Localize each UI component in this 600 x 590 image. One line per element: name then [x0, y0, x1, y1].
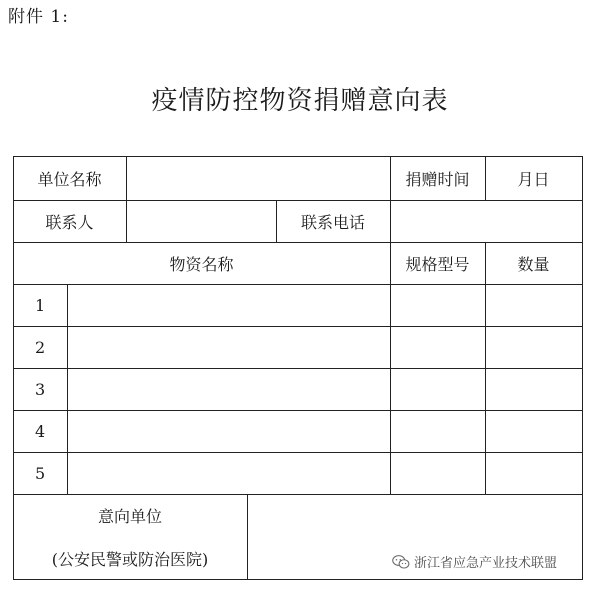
quantity-field[interactable] — [485, 326, 582, 368]
phone-label: 联系电话 — [300, 212, 365, 232]
spec-field[interactable] — [390, 452, 485, 494]
row-number: 4 — [35, 421, 46, 441]
material-name-field[interactable] — [67, 452, 390, 494]
donation-form-table — [13, 156, 583, 580]
material-name-field[interactable] — [67, 326, 390, 368]
row-number: 1 — [35, 295, 46, 315]
table-border-bottom — [13, 579, 583, 580]
page-title: 疫情防控物资捐赠意向表 — [151, 86, 449, 116]
spec-header: 规格型号 — [405, 254, 470, 274]
spec-field[interactable] — [390, 410, 485, 452]
spec-field[interactable] — [390, 368, 485, 410]
spec-field[interactable] — [390, 326, 485, 368]
phone-field[interactable] — [390, 200, 582, 242]
row-number: 3 — [35, 379, 46, 399]
contact-field[interactable] — [126, 200, 276, 242]
donation-time-label: 捐赠时间 — [405, 169, 470, 189]
watermark-text: 浙江省应急产业技术联盟 — [414, 556, 558, 571]
material-name-field[interactable] — [67, 368, 390, 410]
unit-name-field[interactable] — [126, 156, 390, 200]
material-name-field[interactable] — [67, 284, 390, 326]
contact-label: 联系人 — [45, 212, 94, 232]
quantity-field[interactable] — [485, 368, 582, 410]
intent-unit-note: (公安民警或防治医院) — [51, 549, 209, 569]
spec-field[interactable] — [390, 284, 485, 326]
row-number: 5 — [35, 463, 46, 483]
watermark — [392, 552, 557, 571]
quantity-field[interactable] — [485, 452, 582, 494]
unit-name-label: 单位名称 — [37, 169, 102, 189]
row-number: 2 — [35, 337, 46, 357]
quantity-header: 数量 — [517, 254, 550, 274]
intent-unit-title: 意向单位 — [97, 506, 162, 526]
wechat-icon — [392, 554, 410, 570]
intent-unit-label — [13, 494, 247, 579]
donation-date-field[interactable]: 月日 — [517, 169, 550, 189]
quantity-field[interactable] — [485, 410, 582, 452]
material-name-header: 物资名称 — [169, 254, 234, 274]
attachment-label: 附件 1: — [8, 7, 69, 27]
quantity-field[interactable] — [485, 284, 582, 326]
material-name-field[interactable] — [67, 410, 390, 452]
table-border-right — [582, 156, 583, 580]
